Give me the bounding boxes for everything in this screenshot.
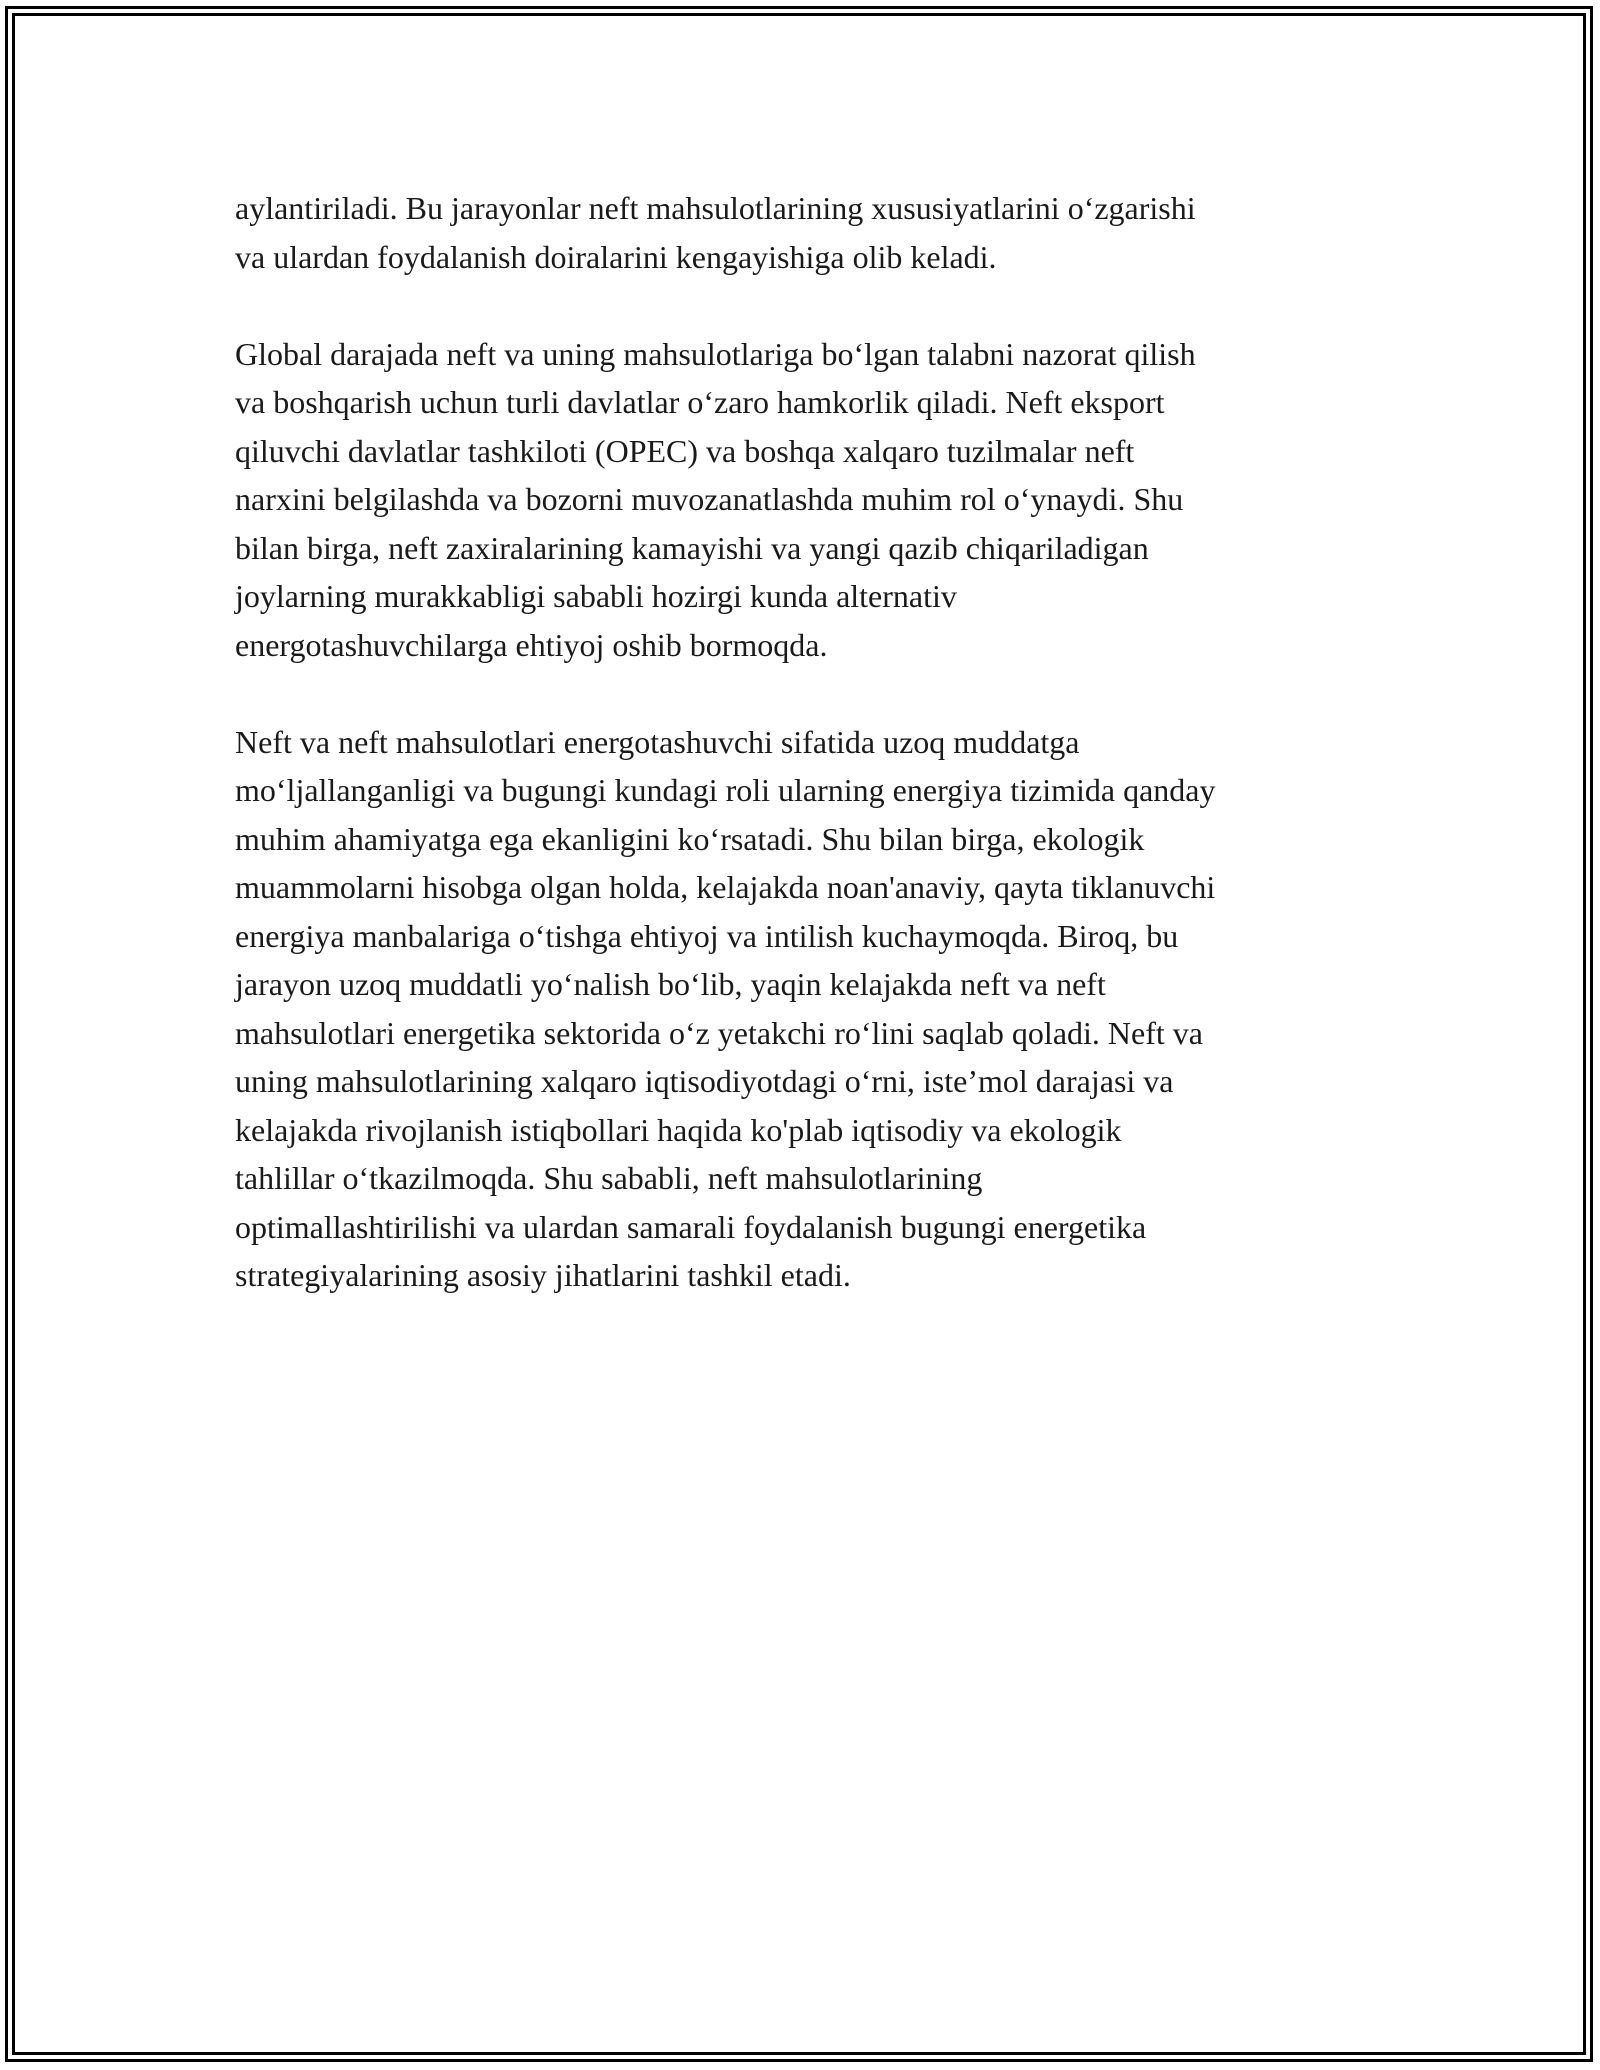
document-body	[235, 184, 1375, 1348]
paragraph-1: aylantiriladi. Bu jarayonlar neft mahsulotlarining xususiyatlarini o‘zgarishi va ulardan foydalanish doiralarini kengayishiga olib keladi.	[235, 190, 1196, 275]
paragraph-3: Neft va neft mahsulotlari energotashuvchi sifatida uzoq muddatga mo‘ljallanganligi va bugungi kundagi roli ularning energiya tizimida qanday muhim ahamiyatga ega ekanligini ko‘rsatadi. Shu bilan birga, ekologik muammolarni hisobga olgan holda, kelajakda noan'anaviy, qayta tiklanuvchi energiya manbalariga o‘tishga ehtiyoj va intilish kuchaymoqda. Biroq, bu jarayon uzoq muddatli yo‘nalish bo‘lib, yaqin kelajakda neft va neft mahsulotlari energetika sektorida o‘z yetakchi ro‘lini saqlab qoladi. Neft va uning mahsulotlarining xalqaro iqtisodiyotdagi o‘rni, iste’mol darajasi va kelajakda rivojlanish istiqbollari haqida ko'plab iqtisodiy va ekologik tahlillar o‘tkazilmoqda. Shu sababli, neft mahsulotlarining optimallashtirilishi va ulardan samarali foydalanish bugungi energetika strategiyalarining asosiy jihatlarini tashkil etadi.	[235, 723, 1216, 1293]
paragraph-2: Global darajada neft va uning mahsulotlariga bo‘lgan talabni nazorat qilish va boshqarish uchun turli davlatlar o‘zaro hamkorlik qiladi. Neft eksport qiluvchi davlatlar tashkiloti (OPEC) va boshqa xalqaro tuzilmalar neft narxini belgilashda va bozorni muvozanatlashda muhim rol o‘ynaydi. Shu bilan birga, neft zaxiralarining kamayishi va yangi qazib chiqariladigan joylarning murakkabligi sababli hozirgi kunda alternativ energotashuvchilarga ehtiyoj oshib bormoqda.	[235, 335, 1196, 663]
